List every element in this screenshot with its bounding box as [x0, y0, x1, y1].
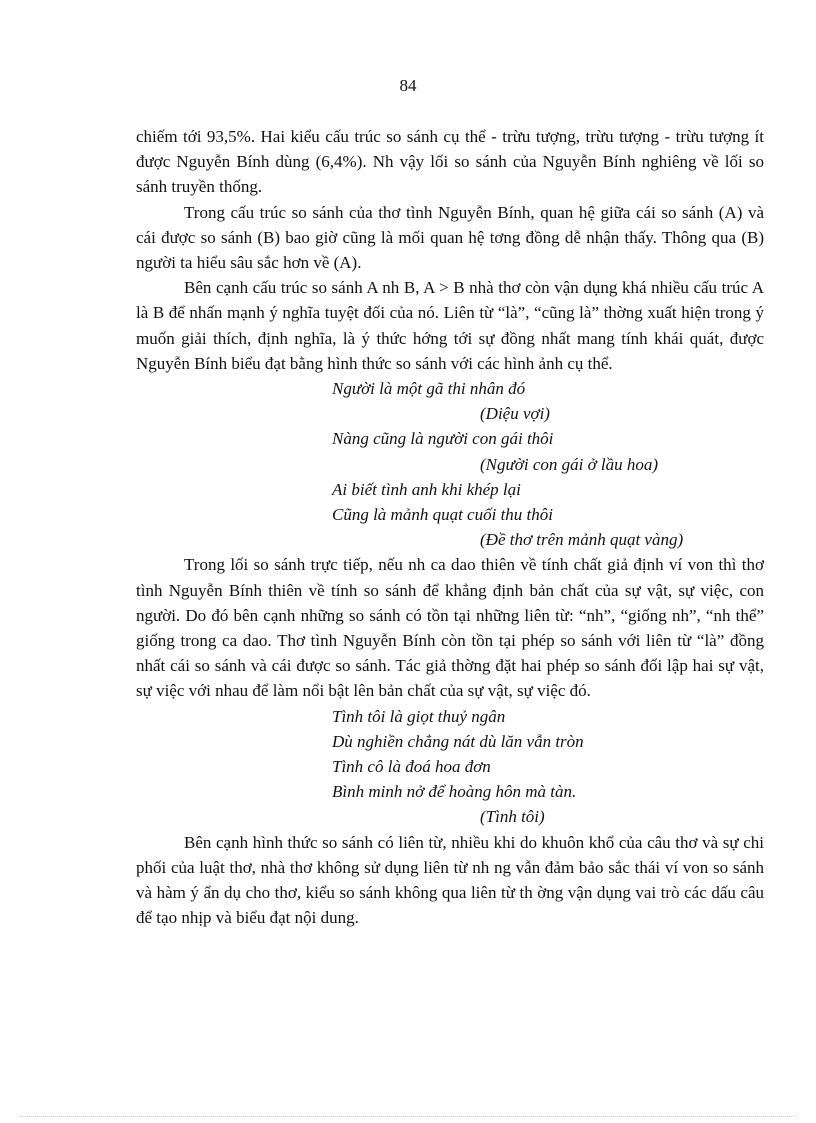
poem-line: Tình tôi là giọt thuỷ ngân [332, 706, 506, 726]
paragraph-4: Trong lối so sánh trực tiếp, nếu nh ca dao thiên về tính chất giả định ví von thì thơ tình Nguyễn Bính thiên về tính so sánh để khẳng định bản chất của sự vật, sự việc, con người. Do đó bên cạnh những so sánh có tồn tại những liên từ: “nh”, “giống nh”, “nh thể” giống trong ca dao. Thơ tình Nguyễn Bính còn tồn tại phép so sánh với liên từ “là” đồng nhất cái so sánh và cái được so sánh. Tác giả thờng đặt hai phép so sánh đối lập hai sự vật, sự việc với nhau để làm nổi bật lên bản chất của sự vật, sự việc đó. [136, 555, 764, 701]
document-body [136, 124, 764, 931]
poem-line: Bình minh nở để hoàng hôn mà tàn. [332, 782, 577, 802]
poem-source: (Đề thơ trên mảnh quạt vàng) [480, 530, 684, 550]
poem-block-1 [136, 376, 764, 552]
poem-block-2 [136, 704, 764, 830]
paragraph-5: Bên cạnh hình thức so sánh có liên từ, nhiều khi do khuôn khổ của câu thơ và sự chi phối của luật thơ, nhà thơ không sử dụng liên từ nh ng vẫn đảm bảo sắc thái ví von so sánh và hàm ý ẩn dụ cho thơ, kiểu so sánh không qua liên từ th ờng vận dụng vai trò các dấu câu để tạo nhịp và biểu đạt nội dung. [136, 832, 764, 928]
poem-line: Người là một gã thi nhân đó [332, 379, 526, 399]
poem-line: Ai biết tình anh khi khép lại [332, 479, 521, 499]
poem-line: Dù nghiền chẳng nát dù lăn vẫn tròn [332, 731, 584, 751]
footer-divider [20, 1116, 796, 1117]
paragraph-3: Bên cạnh cấu trúc so sánh A nh B, A > B nhà thơ còn vận dụng khá nhiều cấu trúc A là B để nhấn mạnh ý nghĩa tuyệt đối của nó. Liên từ “là”, “cũng là” thờng xuất hiện trong ý muốn giải thích, định nghĩa, là ý thức hớng tới sự đồng nhất mang tính khái quát, được Nguyễn Bính biểu đạt bằng hình thức so sánh với các hình ảnh cụ thể. [136, 278, 764, 373]
poem-source: (Tình tôi) [480, 807, 545, 827]
paragraph-2: Trong cấu trúc so sánh của thơ tình Nguyễn Bính, quan hệ giữa cái so sánh (A) và cái được so sánh (B) bao giờ cũng là mối quan hệ tơng đồng dễ nhận thấy. Thông qua (B) người ta hiểu sâu sắc hơn về (A). [136, 202, 764, 273]
poem-line: Tình cô là đoá hoa đơn [332, 757, 491, 777]
paragraph-1: chiếm tới 93,5%. Hai kiểu cấu trúc so sánh cụ thể - trừu tượng, trừu tượng - trừu tượng ít được Nguyễn Bính dùng (6,4%). Nh vậy lối so sánh của Nguyễn Bính nghiêng về lối so sánh truyền thống. [136, 127, 764, 197]
poem-line: Nàng cũng là người con gái thôi [332, 429, 554, 449]
poem-line: Cũng là mảnh quạt cuối thu thôi [332, 505, 553, 525]
page-number: 84 [399, 76, 417, 95]
poem-source: (Diệu vợi) [480, 404, 550, 424]
poem-source: (Người con gái ở lầu hoa) [480, 454, 659, 474]
